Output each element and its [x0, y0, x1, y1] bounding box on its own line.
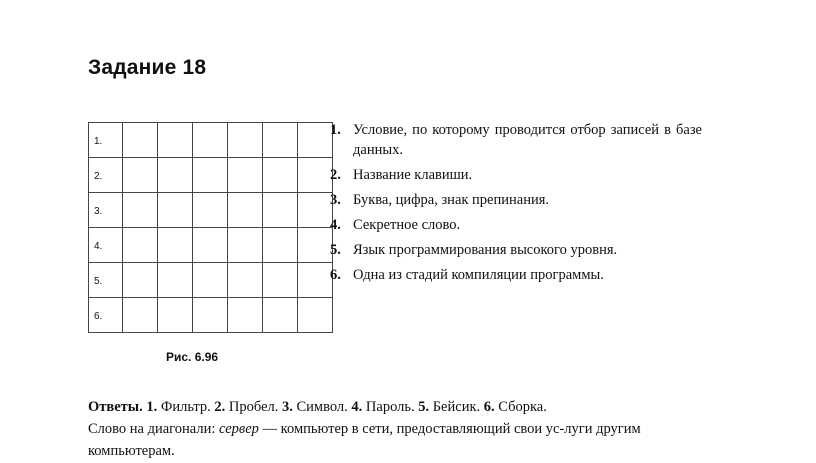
diagonal-suffix: — компьютер в сети, предоставляющий свои ус-луги другим компьютерам.	[88, 421, 641, 459]
grid-row	[89, 228, 333, 263]
clue-text: Одна из стадий компиляции программы.	[353, 267, 604, 283]
grid-cell	[123, 228, 158, 263]
grid-cell	[298, 123, 333, 158]
grid-row	[89, 193, 333, 228]
grid-cell	[298, 263, 333, 298]
grid-cell	[298, 158, 333, 193]
answer-word: Сборка.	[498, 399, 547, 415]
grid-cell	[123, 123, 158, 158]
grid-cell	[123, 158, 158, 193]
clue-number: 3.	[330, 192, 341, 208]
grid-row	[89, 158, 333, 193]
grid-cell	[263, 228, 298, 263]
grid-row-number: 4.	[89, 228, 123, 263]
grid-cell	[263, 158, 298, 193]
answer-number: 2.	[214, 399, 226, 415]
grid-row	[89, 298, 333, 333]
grid-cell	[193, 193, 228, 228]
grid-cell	[158, 123, 193, 158]
diagonal-word: сервер	[218, 421, 259, 437]
clue-item	[330, 265, 702, 285]
grid-cell	[228, 228, 263, 263]
grid-row-number: 6.	[89, 298, 123, 333]
grid-row-number: 3.	[89, 193, 123, 228]
clue-text: Условие, по которому проводится отбор записей в базе данных.	[353, 122, 702, 158]
grid-row	[89, 123, 333, 158]
clue-number: 2.	[330, 167, 341, 183]
clue-item	[330, 215, 702, 235]
grid-cell	[158, 193, 193, 228]
clue-text: Название клавиши.	[353, 167, 473, 183]
answer-word: Символ.	[296, 399, 348, 415]
diagonal-prefix: Слово на диагонали:	[88, 421, 216, 437]
grid-cell	[123, 193, 158, 228]
grid-cell	[263, 263, 298, 298]
answers-heading: Ответы.	[88, 399, 143, 415]
clue-number: 4.	[330, 217, 341, 233]
clue-text: Секретное слово.	[353, 217, 461, 233]
answer-word: Пароль.	[365, 399, 415, 415]
answer-word: Пробел.	[228, 399, 279, 415]
clue-list	[330, 120, 702, 290]
task-title: Задание 18	[88, 56, 207, 79]
crossword-grid	[88, 122, 333, 333]
clue-item	[330, 165, 702, 185]
grid-row-number: 1.	[89, 123, 123, 158]
diagonal-line	[88, 418, 704, 462]
clue-text: Буква, цифра, знак препинания.	[353, 192, 550, 208]
clue-item	[330, 190, 702, 210]
grid-cell	[298, 298, 333, 333]
answer-number: 4.	[351, 399, 363, 415]
answer-word: Бейсик.	[432, 399, 481, 415]
grid-cell	[263, 123, 298, 158]
grid-cell	[263, 193, 298, 228]
answers-line	[88, 396, 704, 418]
figure-caption: Рис. 6.96	[166, 350, 219, 364]
clue-number: 1.	[330, 122, 341, 138]
grid-cell	[158, 263, 193, 298]
clue-text: Язык программирования высокого уровня.	[353, 242, 618, 258]
answer-number: 3.	[282, 399, 293, 415]
answer-number: 6.	[483, 399, 495, 415]
answer-word: Фильтр.	[160, 399, 211, 415]
answer-number: 5.	[418, 399, 430, 415]
clue-number: 6.	[330, 267, 341, 283]
grid-cell	[158, 228, 193, 263]
grid-cell	[158, 158, 193, 193]
crossword-table	[88, 122, 333, 333]
grid-cell	[228, 123, 263, 158]
answers-block	[88, 396, 704, 462]
grid-cell	[193, 298, 228, 333]
grid-cell	[228, 263, 263, 298]
clue-number: 5.	[330, 242, 341, 258]
grid-cell	[123, 298, 158, 333]
grid-cell	[228, 298, 263, 333]
grid-cell	[193, 158, 228, 193]
grid-cell	[228, 158, 263, 193]
grid-cell	[193, 228, 228, 263]
grid-cell	[193, 123, 228, 158]
clue-item	[330, 240, 702, 260]
grid-cell	[298, 193, 333, 228]
grid-cell	[193, 263, 228, 298]
grid-row-number: 5.	[89, 263, 123, 298]
grid-row	[89, 263, 333, 298]
grid-cell	[158, 298, 193, 333]
grid-cell	[298, 228, 333, 263]
grid-cell	[228, 193, 263, 228]
grid-cell	[263, 298, 298, 333]
grid-row-number: 2.	[89, 158, 123, 193]
grid-cell	[123, 263, 158, 298]
answer-number: 1.	[146, 399, 158, 415]
clue-item	[330, 120, 702, 160]
